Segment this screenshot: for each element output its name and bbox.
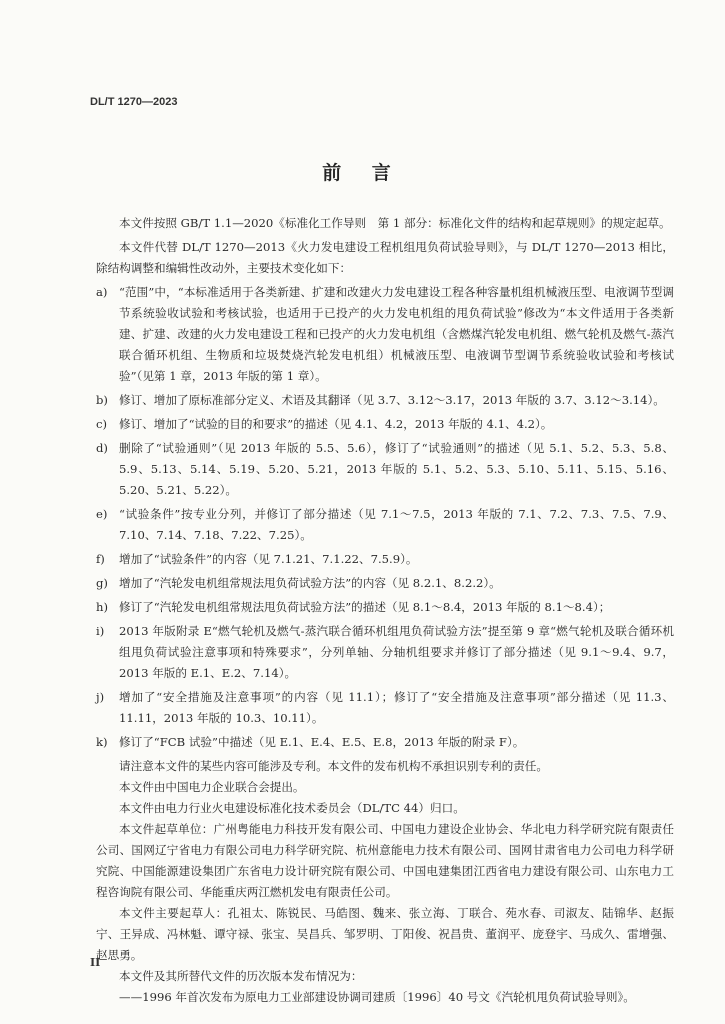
item-text: 删除了“试验通则”（见 2013 年版的 5.5、5.6），修订了“试验通则”的描述（见 5.1、5.2、5.3、5.8、5.9、5.13、5.14、5.19、5.20、5.21，2013 年版的 5.1、5.2、5.3、5.10、5.11、5.15、5.16、5.20、5.21、5.22）。 — [119, 441, 674, 497]
item-text: 修订、增加了“试验的目的和要求”的描述（见 4.1、4.2，2013 年版的 4.1、4.2）。 — [119, 417, 553, 431]
item-text: 增加了“安全措施及注意事项”的内容（见 11.1）；修订了“安全措施及注意事项”部分描述（见 11.3、11.11，2013 年版的 10.3、10.11）。 — [119, 690, 674, 725]
change-item-d — [96, 438, 674, 501]
change-item-a — [96, 282, 674, 387]
intro-paragraph-2: 本文件代替 DL/T 1270—2013《火力发电建设工程机组甩负荷试验导则》，与 DL/T 1270—2013 相比，除结构调整和编辑性改动外，主要技术变化如下： — [96, 240, 674, 275]
committee-statement: 本文件由电力行业火电建设标准化技术委员会（DL/TC 44）归口。 — [119, 801, 465, 815]
change-item-h — [96, 597, 674, 618]
item-text: “范围”中，“本标准适用于各类新建、扩建和改建火力发电建设工程各种容量机组机械液压型、电液调节型调节系统验收试验和考核试验，也适用于已投产的火力发电机组的甩负荷试验”修改为“本文件适用于各类新建、扩建、改建的火力发电建设工程和已投产的火力发电机组（含燃煤汽轮发电机组、燃气轮机及燃气-蒸汽联合循环机组、生物质和垃圾焚烧汽轮发电机组）机械液压型、电液调节型调节系统验收试验和考核试验”（见第 1 章，2013 年版的第 1 章）。 — [119, 285, 674, 383]
foreword-body — [96, 213, 674, 1008]
change-item-i — [96, 621, 674, 684]
item-marker: i) — [96, 624, 105, 638]
item-marker: j) — [96, 690, 105, 704]
item-marker: d) — [96, 441, 108, 455]
change-item-g — [96, 573, 674, 594]
item-text: 修订了“FCB 试验”中描述（见 E.1、E.4、E.5、E.8，2013 年版的附录 F）。 — [119, 735, 525, 749]
item-marker: g) — [96, 576, 108, 590]
version-history-entry: ——1996 年首次发布为原电力工业部建设协调司建质〔1996〕40 号文《汽轮机甩负荷试验导则》。 — [119, 990, 635, 1004]
drafting-organizations: 本文件起草单位：广州粤能电力科技开发有限公司、中国电力建设企业协会、华北电力科学研究院有限责任公司、国网辽宁省电力有限公司电力科学研究院、杭州意能电力技术有限公司、国网甘肃省电力公司电力科学研究院、中国能源建设集团广东省电力设计研究院有限公司、中国电建集团江西省电力建设有限公司、山东电力工程咨询院有限公司、华能重庆两江燃机发电有限责任公司。 — [96, 822, 674, 899]
item-text: 增加了“汽轮发电机组常规法甩负荷试验方法”的内容（见 8.2.1、8.2.2）。 — [119, 576, 501, 590]
proposer-statement: 本文件由中国电力企业联合会提出。 — [119, 780, 305, 794]
change-item-b — [96, 390, 674, 411]
item-marker: k) — [96, 735, 108, 749]
patent-notice: 请注意本文件的某些内容可能涉及专利。本文件的发布机构不承担识别专利的责任。 — [119, 759, 548, 773]
change-item-f — [96, 549, 674, 570]
intro-paragraph-1: 本文件按照 GB/T 1.1—2020《标准化工作导则 第 1 部分：标准化文件的结构和起草规则》的规定起草。 — [119, 216, 671, 230]
item-marker: a) — [96, 285, 108, 299]
item-text: 修订、增加了原标准部分定义、术语及其翻译（见 3.7、3.12～3.17，2013 年版的 3.7、3.12～3.14）。 — [119, 393, 665, 407]
item-text: 增加了“试验条件”的内容（见 7.1.21、7.1.22、7.5.9）。 — [119, 552, 418, 566]
technical-changes-list — [96, 282, 674, 753]
item-marker: f) — [96, 552, 105, 566]
item-marker: h) — [96, 600, 108, 614]
page-number: II — [90, 956, 101, 969]
version-history-heading: 本文件及其所替代文件的历次版本发布情况为： — [119, 969, 363, 983]
item-text: “试验条件”按专业分列，并修订了部分描述（见 7.1～7.5，2013 年版的 7.1、7.2、7.3、7.5、7.9、7.10、7.14、7.18、7.22、7.25）。 — [119, 507, 674, 542]
item-text: 修订了“汽轮发电机组常规法甩负荷试验方法”的描述（见 8.1～8.4，2013 年版的 8.1～8.4）； — [119, 600, 611, 614]
page-title: 前 言 — [322, 162, 403, 184]
change-item-j — [96, 687, 674, 729]
change-item-c — [96, 414, 674, 435]
item-marker: b) — [96, 393, 108, 407]
change-item-e — [96, 504, 674, 546]
item-marker: e) — [96, 507, 108, 521]
drafters-list: 本文件主要起草人：孔祖太、陈锐民、马皓图、魏来、张立海、丁联合、苑水春、司淑友、陆锦华、赵振宁、王异成、冯林魁、谭守禄、张宝、吴昌兵、邹罗明、丁阳俊、祝昌贵、董润平、庞登宇、马成久、雷增强、赵思勇。 — [96, 906, 674, 962]
item-text: 2013 年版附录 E“燃气轮机及燃气-蒸汽联合循环机组甩负荷试验方法”提至第 9 章“燃气轮机及联合循环机组甩负荷试验注意事项和特殊要求”，分列单轴、分轴机组要求并修订了部分描述（见 9.1～9.4、9.7，2013 年版的 E.1、E.2、7.14）。 — [119, 624, 674, 680]
item-marker: c) — [96, 417, 108, 431]
change-item-k — [96, 732, 674, 753]
document-code: DL/T 1270—2023 — [90, 96, 178, 108]
